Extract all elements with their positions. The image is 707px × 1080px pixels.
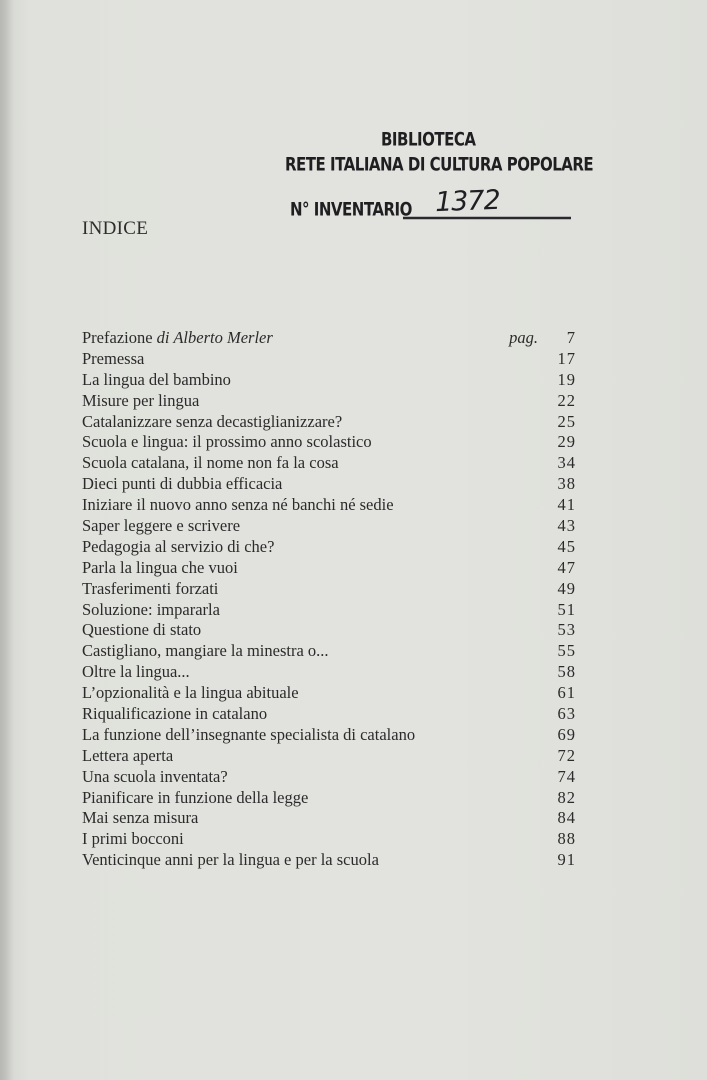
toc-entry-page: 63 [557, 704, 576, 724]
toc-entry-page: 25 [557, 411, 576, 431]
toc-entry [82, 808, 578, 829]
toc-entry [82, 432, 578, 453]
toc-entry [82, 683, 578, 704]
toc-entry [82, 328, 578, 349]
toc-entry-page: 58 [557, 662, 576, 682]
toc-entry [82, 453, 578, 474]
toc-entry [82, 767, 578, 788]
toc-entry-title: Trasferimenti forzati [82, 578, 219, 598]
toc-entry [82, 788, 578, 809]
stamp-inventory-underline [403, 217, 571, 220]
toc-entry-page: 88 [557, 829, 576, 849]
toc-entry-page: 47 [557, 557, 576, 577]
toc-entry-page: 51 [557, 599, 576, 619]
toc-entry [82, 558, 578, 579]
toc-entry-title: Scuola e lingua: il prossimo anno scolastico [82, 432, 372, 452]
page-title: INDICE [82, 218, 149, 239]
toc-entry-page: 41 [557, 495, 576, 515]
toc-entry [82, 850, 578, 871]
spine-shadow [0, 0, 14, 1080]
toc-entry-title: Questione di stato [82, 620, 202, 640]
table-of-contents [82, 328, 578, 871]
toc-entry [82, 600, 578, 621]
toc-entry-page: 7 [566, 328, 576, 347]
toc-entry-page: 61 [557, 683, 576, 703]
toc-entry-title: L’opzionalità e la lingua abituale [82, 683, 299, 703]
toc-entry-page: 34 [557, 453, 576, 473]
toc-entry-page: 19 [557, 369, 576, 389]
toc-entry-title: Pianificare in funzione della legge [82, 787, 309, 807]
toc-entry-title [82, 328, 273, 349]
toc-entry-page: 82 [557, 787, 576, 807]
toc-entry-title: Scuola catalana, il nome non fa la cosa [82, 453, 339, 473]
toc-entry-title: Pedagogia al servizio di che? [82, 536, 275, 556]
toc-entry-title: Parla la lingua che vuoi [82, 557, 238, 577]
toc-entry-page: 49 [557, 578, 576, 598]
stamp-inventory-label: N° INVENTARIO [290, 198, 412, 221]
toc-entry [82, 391, 578, 412]
toc-entry-page: 84 [557, 808, 576, 828]
toc-entry-page: 43 [557, 516, 576, 536]
toc-entry-title-by: di [156, 328, 170, 347]
toc-entry-title: Una scuola inventata? [82, 766, 228, 786]
toc-entry [82, 412, 578, 433]
toc-entry-title: Dieci punti di dubbia efficacia [82, 474, 283, 494]
toc-entry-page: 45 [557, 536, 576, 556]
toc-entry-title: La lingua del bambino [82, 369, 231, 389]
toc-entry-title: Catalanizzare senza decastiglianizzare? [82, 411, 343, 431]
stamp-network-name: RETE ITALIANA DI CULTURA POPOLARE [285, 153, 594, 176]
toc-entry-title: Premessa [82, 348, 145, 368]
toc-entry-title: Saper leggere e scrivere [82, 516, 241, 536]
toc-entry-page: 55 [557, 641, 576, 661]
toc-entry-page: 72 [557, 745, 576, 765]
toc-entry-page: 17 [557, 348, 576, 368]
toc-entry-title: Oltre la lingua... [82, 662, 190, 682]
toc-entry-page: 74 [557, 766, 576, 786]
toc-entry-title: Castigliano, mangiare la minestra o... [82, 641, 329, 661]
pag-label: pag. [509, 328, 538, 347]
toc-entry-title-prefix: Prefazione [82, 328, 157, 347]
toc-entry [82, 746, 578, 767]
toc-entry-title: I primi bocconi [82, 829, 184, 849]
stamp-library-label: BIBLIOTECA [381, 128, 476, 151]
toc-entry [82, 495, 578, 516]
toc-entry-title: Misure per lingua [82, 390, 200, 410]
toc-entry-page: 53 [557, 620, 576, 640]
toc-entry [82, 620, 578, 641]
toc-entry-title: Iniziare il nuovo anno senza né banchi né sedie [82, 495, 394, 515]
toc-entry-page: 22 [557, 390, 576, 410]
toc-entry [82, 704, 578, 725]
toc-entry-title: Soluzione: impararla [82, 599, 220, 619]
toc-entry [82, 537, 578, 558]
toc-entry-title: Riqualificazione in catalano [82, 704, 268, 724]
toc-entry [82, 579, 578, 600]
toc-entry-title: Venticinque anni per la lingua e per la scuola [82, 850, 379, 870]
toc-entry [82, 349, 578, 370]
inventory-number-handwritten: 1372 [434, 184, 501, 219]
toc-entry-page: 91 [557, 850, 576, 870]
toc-entry-page: 38 [557, 474, 576, 494]
toc-entry [82, 641, 578, 662]
toc-entry [82, 370, 578, 391]
toc-entry-title: Lettera aperta [82, 745, 174, 765]
toc-entry-title: Mai senza misura [82, 808, 199, 828]
toc-entry-page: 29 [557, 432, 576, 452]
toc-entry [82, 662, 578, 683]
toc-entry [82, 725, 578, 746]
toc-entry [82, 516, 578, 537]
toc-entry [82, 474, 578, 495]
toc-entry-author: Alberto Merler [169, 328, 273, 347]
toc-entry-title: La funzione dell’insegnante specialista di catalano [82, 724, 416, 744]
toc-entry [82, 829, 578, 850]
toc-entry-page: 69 [557, 724, 576, 744]
